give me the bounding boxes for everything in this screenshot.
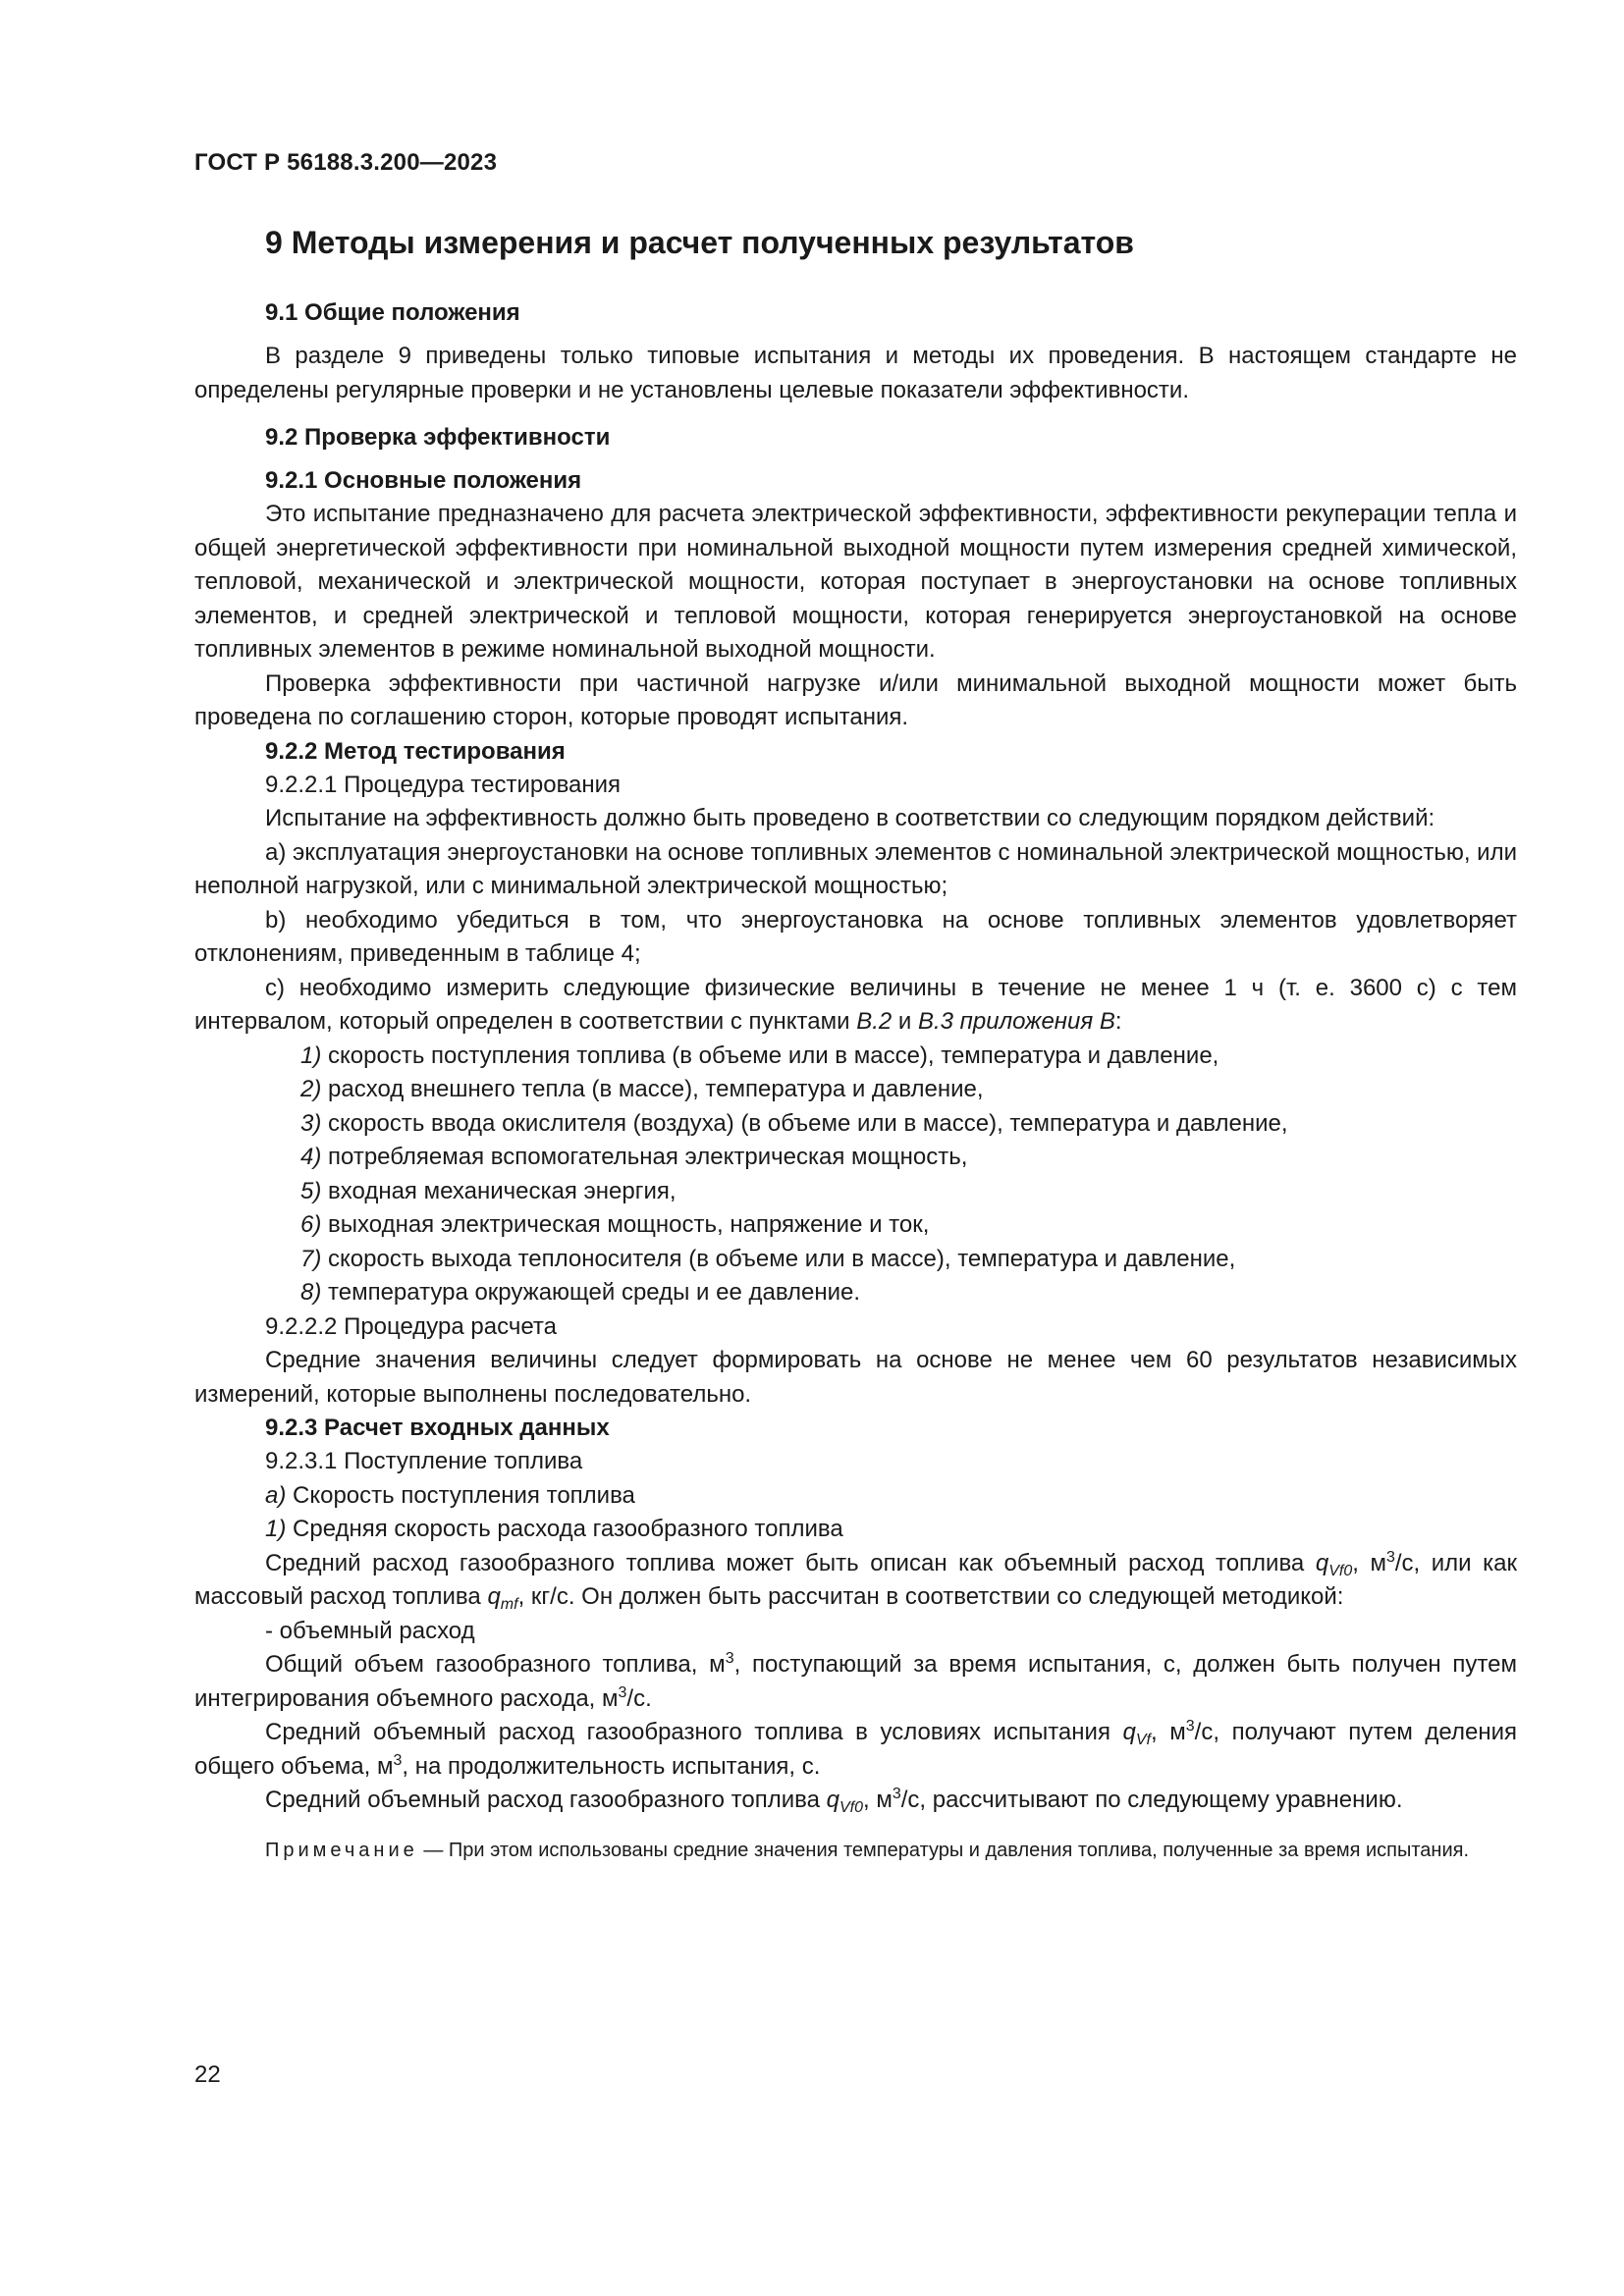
list-item-text: выходная электрическая мощность, напряжение и ток,: [328, 1211, 930, 1238]
section-9-2-1-paragraph-1: Это испытание предназначено для расчета электрической эффективности, эффективности рекуперации тепла и общей энергетической эффективности при номинальной выходной мощности путем измерения средней химической, тепловой, механической и электрической мощности, которая поступает в энергоустановки на основе топливных элементов, и средней электрической и тепловой мощности, которая генерируется энергоустановкой на основе топливных элементов в режиме номинальной выходной мощности.: [194, 501, 1517, 663]
list-item-number: 8): [300, 1279, 322, 1306]
list-item-number: 6): [300, 1211, 322, 1238]
subscript-mf: mf: [500, 1596, 518, 1613]
procedure-item-c-text: c) необходимо измерить следующие физические величины в течение не менее 1 ч (т. е. 3600 с) с тем интервалом, который определен в соответствии с пунктами: [194, 974, 1517, 1035]
list-item-text: температура окружающей среды и ее давление.: [328, 1279, 861, 1306]
section-9-2-2-title: 9.2.2 Метод тестирования: [265, 737, 566, 765]
gas-fuel-paragraph-1: [194, 1547, 1517, 1615]
list-item: [300, 1107, 1517, 1142]
gas-fuel-paragraph-4: [194, 1784, 1517, 1818]
list-item: [300, 1276, 1517, 1310]
gas-fuel-paragraph-3: [194, 1716, 1517, 1784]
superscript-3: 3: [1385, 1548, 1395, 1566]
section-9-2-2-1-title: 9.2.2.1 Процедура тестирования: [265, 771, 622, 798]
procedure-item-c: [194, 972, 1517, 1040]
procedure-item-c-end: :: [1114, 1008, 1122, 1035]
running-header-standard-id: ГОСТ Р 56188.3.200—2023: [194, 149, 498, 176]
text-run: /с, получают путем деления общего объема, м: [194, 1719, 1517, 1780]
reference-conjunction: и: [892, 1008, 918, 1035]
list-item-number: 1): [300, 1041, 322, 1069]
section-9-1-paragraph: В разделе 9 приведены только типовые испытания и методы их проведения. В настоящем стандарте не определены регулярные проверки и не установлены целевые показатели эффективности.: [194, 343, 1517, 403]
item-text-a: Скорость поступления топлива: [286, 1481, 635, 1509]
note-text: — При этом использованы средние значения температуры и давления топлива, полученные за время испытания.: [417, 1839, 1469, 1861]
list-item-text: скорость выхода теплоносителя (в объеме или в массе), температура и давление,: [328, 1245, 1236, 1272]
section-9-title: 9 Методы измерения и расчет полученных результатов: [265, 225, 1134, 260]
symbol-q: q: [487, 1583, 501, 1610]
procedure-item-b: b) необходимо убедиться в том, что энергоустановка на основе топливных элементов удовлетворяет отклонениям, приведенным в таблице 4;: [194, 906, 1517, 967]
reference-b2: B.2: [856, 1008, 893, 1035]
list-item: [300, 1073, 1517, 1107]
text-run: , на продолжительность испытания, с.: [402, 1752, 821, 1780]
symbol-q: q: [1315, 1549, 1329, 1576]
symbol-q: q: [826, 1787, 839, 1813]
subscript-vf0: Vf0: [1328, 1562, 1353, 1579]
list-item-number: 2): [300, 1076, 322, 1102]
text-run: , м: [862, 1787, 893, 1813]
list-item-text: скорость поступления топлива (в объеме или в массе), температура и давление,: [328, 1041, 1219, 1069]
list-item: [300, 1208, 1517, 1243]
superscript-3: 3: [725, 1650, 734, 1667]
item-label-1: 1): [265, 1516, 287, 1542]
note: [194, 1836, 1517, 1865]
subscript-vf: Vf: [1135, 1732, 1151, 1748]
superscript-3: 3: [892, 1786, 901, 1802]
volume-flow-label: - объемный расход: [265, 1617, 475, 1644]
text-run: Общий объем газообразного топлива, м: [265, 1651, 726, 1678]
item-text-1: Средняя скорость расхода газообразного топлива: [286, 1516, 843, 1542]
fuel-rate-heading: [265, 1479, 1517, 1514]
symbol-q: q: [1122, 1719, 1136, 1745]
list-item-number: 7): [300, 1245, 322, 1272]
section-9-2-3-title: 9.2.3 Расчет входных данных: [265, 1415, 610, 1441]
superscript-3: 3: [618, 1683, 627, 1701]
subscript-vf0: Vf0: [839, 1799, 863, 1816]
item-label-a: a): [265, 1481, 287, 1509]
text-run: Средний объемный расход газообразного топлива: [265, 1787, 827, 1813]
gas-fuel-rate-heading: [265, 1513, 1517, 1547]
text-run: /с, или как массовый расход топлива: [194, 1549, 1517, 1610]
section-9-1-title: 9.1 Общие положения: [265, 299, 520, 326]
list-item-text: расход внешнего тепла (в массе), температура и давление,: [328, 1076, 984, 1102]
section-9-2-2-2-paragraph: Средние значения величины следует формировать на основе не менее чем 60 результатов независимых измерений, которые выполнены последовательно.: [194, 1347, 1517, 1408]
list-item: [300, 1141, 1517, 1175]
reference-b3-appendix: B.3 приложения B: [917, 1008, 1115, 1035]
section-9-2-2-2-title: 9.2.2.2 Процедура расчета: [265, 1312, 557, 1340]
test-procedure-intro: Испытание на эффективность должно быть проведено в соответствии со следующим порядком действий:: [265, 805, 1435, 831]
section-9-2-1-title: 9.2.1 Основные положения: [265, 467, 582, 494]
section-9-2-title: 9.2 Проверка эффективности: [265, 424, 611, 451]
text-run: /с.: [626, 1684, 652, 1712]
measurement-list: [300, 1040, 1517, 1310]
text-run: /с, рассчитывают по следующему уравнению.: [900, 1787, 1403, 1813]
section-9-2-3-1-title: 9.2.3.1 Поступление топлива: [265, 1448, 583, 1474]
text-run: Средний объемный расход газообразного топлива в условиях испытания: [265, 1719, 1123, 1745]
text-run: , м: [1151, 1719, 1186, 1745]
list-item-text: скорость ввода окислителя (воздуха) (в объеме или в массе), температура и давление,: [328, 1109, 1288, 1137]
note-label: Примечание: [265, 1839, 418, 1861]
list-item-text: входная механическая энергия,: [328, 1177, 677, 1204]
document-body: [194, 222, 1517, 1865]
page-number: 22: [194, 2061, 221, 2088]
list-item: [300, 1040, 1517, 1074]
list-item-number: 4): [300, 1144, 322, 1170]
list-item-number: 5): [300, 1177, 322, 1204]
text-run: , м: [1352, 1549, 1386, 1576]
text-run: , поступающий за время испытания, с, должен быть получен путем интегрирования объемного расхода, м: [194, 1651, 1517, 1712]
text-run: , кг/с. Он должен быть рассчитан в соответствии со следующей методикой:: [517, 1583, 1344, 1610]
list-item: [300, 1243, 1517, 1277]
superscript-3: 3: [1185, 1718, 1195, 1735]
list-item: [300, 1175, 1517, 1209]
procedure-item-a: a) эксплуатация энергоустановки на основе топливных элементов с номинальной электрической мощностью, или неполной нагрузкой, или с минимальной электрической мощностью;: [194, 838, 1517, 899]
superscript-3: 3: [393, 1751, 403, 1769]
list-item-number: 3): [300, 1109, 322, 1137]
list-item-text: потребляемая вспомогательная электрическая мощность,: [328, 1144, 968, 1170]
gas-fuel-paragraph-2: [194, 1648, 1517, 1716]
section-9-2-1-paragraph-2: Проверка эффективности при частичной нагрузке и/или минимальной выходной мощности может быть проведена по соглашению сторон, которые проводят испытания.: [194, 669, 1517, 730]
text-run: Средний расход газообразного топлива может быть описан как объемный расход топлива: [265, 1549, 1316, 1576]
